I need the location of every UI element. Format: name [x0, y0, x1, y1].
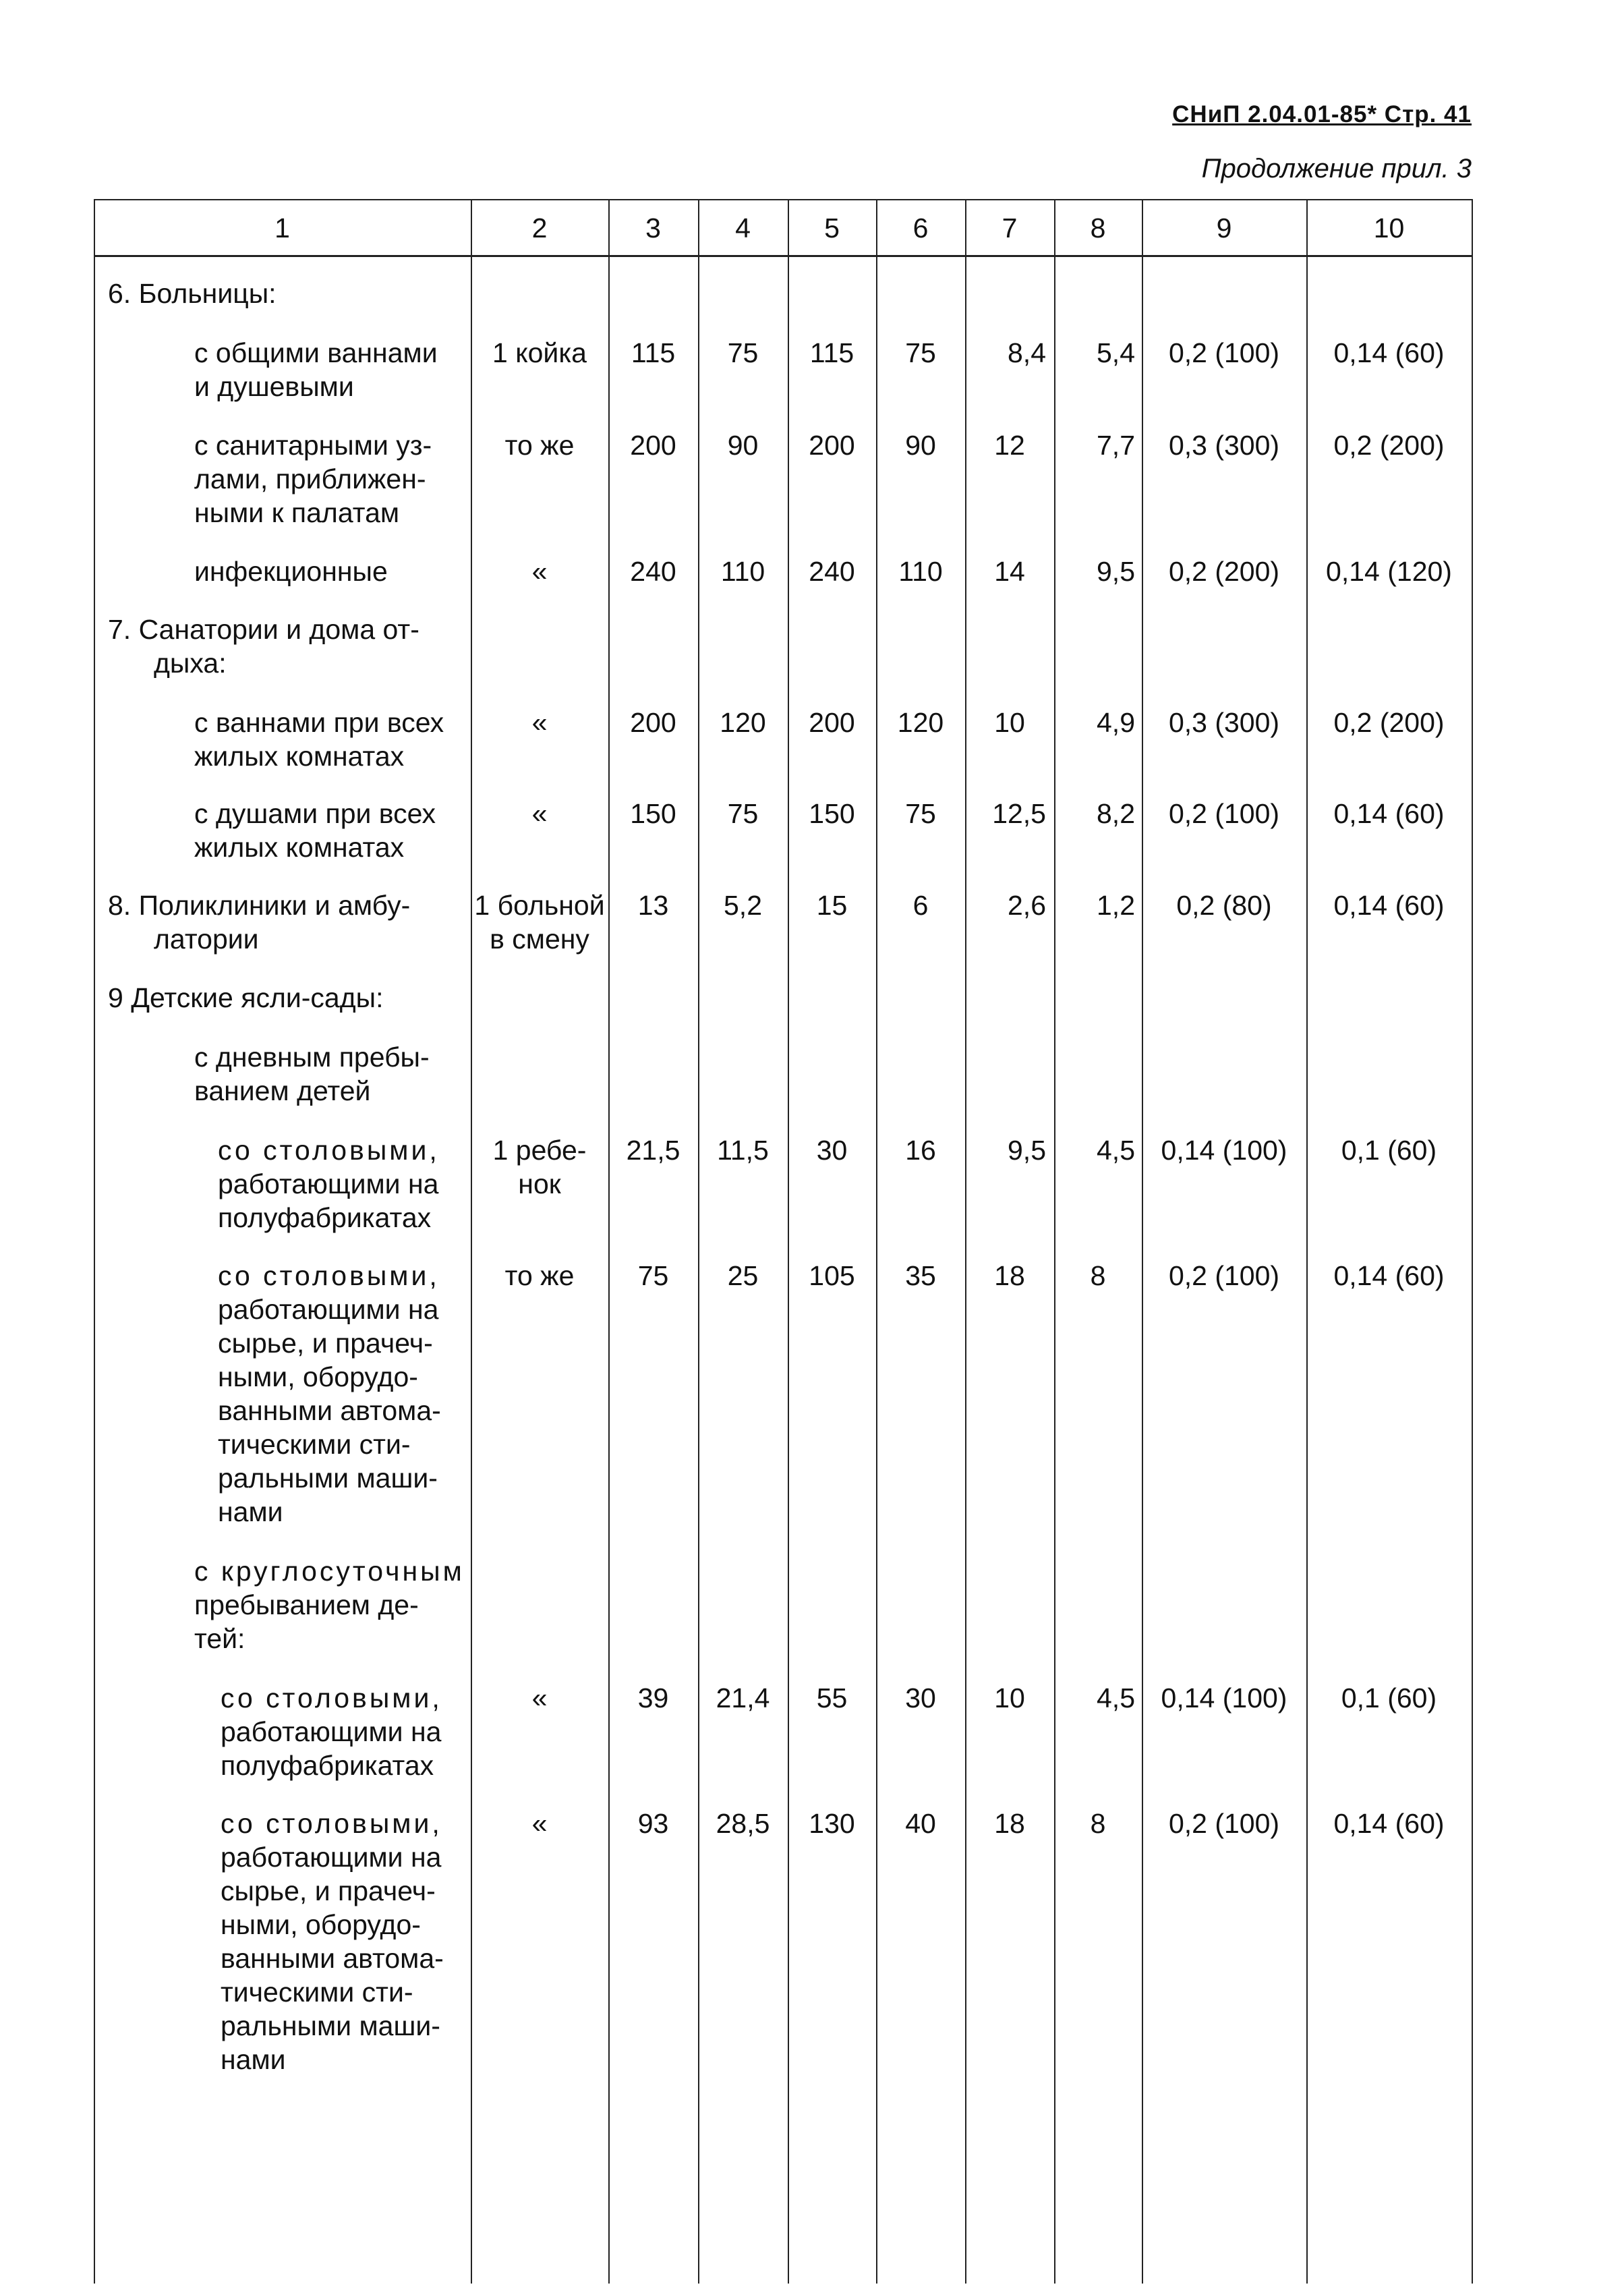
value-cell: 0,3 (300) — [1168, 707, 1280, 738]
value-cell: 93 — [637, 1808, 669, 1839]
subsection-heading: тей: — [194, 1623, 245, 1654]
value-cell: 0,2 (80) — [1176, 890, 1272, 921]
value-cell: 9,5 — [1097, 556, 1135, 587]
row-label: тическими сти- — [218, 1429, 411, 1460]
value-cell: 0,14 (60) — [1333, 798, 1445, 829]
row-label: работающими на — [218, 1294, 439, 1325]
row-label: ными, оборудо- — [221, 1909, 421, 1940]
row-label: сырье, и прачеч- — [221, 1875, 436, 1906]
row-label: жилых комнатах — [194, 741, 405, 772]
value-cell: 8 — [1090, 1808, 1106, 1839]
value-cell: 240 — [630, 556, 676, 587]
unit-cell: 1 больной — [474, 890, 605, 921]
value-cell: 30 — [905, 1682, 936, 1713]
row-label: работающими на — [218, 1168, 439, 1199]
column-header: 6 — [912, 213, 929, 244]
value-cell: 25 — [727, 1260, 759, 1291]
value-cell: 0,2 (100) — [1168, 1260, 1280, 1291]
row-label: полуфабрикатах — [218, 1202, 432, 1233]
column-rule — [1306, 199, 1308, 2284]
value-cell: 5,4 — [1097, 337, 1135, 368]
row-label: с душами при всех — [194, 798, 436, 829]
value-cell: 90 — [905, 430, 936, 461]
column-header: 4 — [735, 213, 751, 244]
value-cell: 0,1 (60) — [1341, 1135, 1437, 1166]
unit-cell: 1 койка — [492, 337, 587, 368]
value-cell: 120 — [720, 707, 766, 738]
row-label: с общими ваннами — [194, 337, 438, 368]
value-cell: 0,2 (200) — [1333, 707, 1445, 738]
column-rule — [471, 199, 472, 2284]
document-code: СНиП 2.04.01-85* Стр. 41 — [1172, 101, 1472, 128]
value-cell: 200 — [809, 707, 855, 738]
value-cell: 4,5 — [1097, 1135, 1135, 1166]
column-header: 8 — [1090, 213, 1106, 244]
value-cell: 120 — [897, 707, 944, 738]
row-label: 8. Поликлиники и амбу- — [108, 890, 411, 921]
value-cell: 7,7 — [1097, 430, 1135, 461]
row-label: лами, приближен- — [194, 463, 426, 494]
column-rule — [788, 199, 789, 2284]
unit-cell: « — [531, 1808, 548, 1839]
value-cell: 0,2 (200) — [1168, 556, 1280, 587]
value-cell: 75 — [727, 337, 759, 368]
row-label: со столовыми, — [218, 1135, 440, 1166]
value-cell: 130 — [809, 1808, 855, 1839]
value-cell: 28,5 — [716, 1808, 770, 1839]
value-cell: 0,14 (60) — [1333, 337, 1445, 368]
row-label: латории — [154, 924, 259, 955]
value-cell: 13 — [637, 890, 669, 921]
value-cell: 18 — [994, 1260, 1025, 1291]
column-header: 5 — [824, 213, 840, 244]
value-cell: 75 — [727, 798, 759, 829]
row-label: полуфабрикатах — [221, 1750, 434, 1781]
row-label: тическими сти- — [221, 1977, 413, 2008]
unit-cell: « — [531, 1682, 548, 1713]
value-cell: 0,2 (200) — [1333, 430, 1445, 461]
table-top-border — [94, 199, 1472, 200]
row-label: нами — [221, 2044, 286, 2075]
value-cell: 0,14 (60) — [1333, 1260, 1445, 1291]
section-heading: 9 Детские ясли-сады: — [108, 982, 384, 1013]
value-cell: 21,4 — [716, 1682, 770, 1713]
value-cell: 21,5 — [626, 1135, 680, 1166]
column-header: 1 — [274, 213, 290, 244]
value-cell: 0,14 (100) — [1161, 1135, 1287, 1166]
value-cell: 10 — [994, 1682, 1025, 1713]
row-label: ными, оборудо- — [218, 1361, 418, 1392]
value-cell: 150 — [630, 798, 676, 829]
row-label: со столовыми, — [221, 1808, 442, 1839]
value-cell: 40 — [905, 1808, 936, 1839]
value-cell: 0,2 (100) — [1168, 337, 1280, 368]
subsection-heading: с круглосуточным — [194, 1556, 465, 1587]
value-cell: 5,2 — [724, 890, 762, 921]
row-label: ванными автома- — [218, 1395, 441, 1426]
row-label: сырье, и прачеч- — [218, 1328, 433, 1359]
row-label: с санитарными уз- — [194, 430, 432, 461]
value-cell: 8,2 — [1097, 798, 1135, 829]
unit-cell: то же — [504, 1260, 575, 1291]
column-header: 10 — [1373, 213, 1405, 244]
value-cell: 105 — [809, 1260, 855, 1291]
unit-cell: нок — [518, 1168, 561, 1199]
value-cell: 90 — [727, 430, 759, 461]
unit-cell: в смену — [490, 924, 589, 955]
column-rule — [94, 199, 95, 2284]
row-label: ральными маши- — [221, 2010, 440, 2041]
section-heading: дыха: — [154, 648, 227, 679]
column-rule — [1142, 199, 1143, 2284]
value-cell: 9,5 — [1008, 1135, 1046, 1166]
row-label: со столовыми, — [221, 1682, 442, 1713]
column-rule — [1472, 199, 1473, 2284]
row-label: работающими на — [221, 1716, 442, 1747]
value-cell: 18 — [994, 1808, 1025, 1839]
value-cell: 12 — [994, 430, 1025, 461]
row-label: инфекционные — [194, 556, 388, 587]
value-cell: 4,9 — [1097, 707, 1135, 738]
row-label: и душевыми — [194, 371, 354, 402]
value-cell: 15 — [816, 890, 848, 921]
value-cell: 0,2 (100) — [1168, 1808, 1280, 1839]
value-cell: 0,1 (60) — [1341, 1682, 1437, 1713]
unit-cell: то же — [504, 430, 575, 461]
row-label: ральными маши- — [218, 1463, 438, 1494]
value-cell: 75 — [905, 798, 936, 829]
section-heading: 7. Санатории и дома от- — [108, 614, 419, 645]
value-cell: 0,14 (120) — [1326, 556, 1452, 587]
column-header: 7 — [1002, 213, 1018, 244]
value-cell: 16 — [905, 1135, 936, 1166]
column-rule — [876, 199, 877, 2284]
unit-cell: 1 ребе- — [492, 1135, 587, 1166]
continuation-label: Продолжение прил. 3 — [1201, 154, 1472, 183]
value-cell: 30 — [816, 1135, 848, 1166]
value-cell: 39 — [637, 1682, 669, 1713]
unit-cell: « — [531, 798, 548, 829]
value-cell: 35 — [905, 1260, 936, 1291]
subsection-heading: ванием детей — [194, 1075, 371, 1106]
value-cell: 6 — [912, 890, 929, 921]
value-cell: 110 — [720, 556, 765, 587]
value-cell: 200 — [809, 430, 855, 461]
value-cell: 14 — [994, 556, 1025, 587]
value-cell: 55 — [816, 1682, 848, 1713]
value-cell: 2,6 — [1008, 890, 1046, 921]
row-label: жилых комнатах — [194, 832, 405, 863]
value-cell: 4,5 — [1097, 1682, 1135, 1713]
column-rule — [965, 199, 966, 2284]
table-header-divider — [94, 255, 1472, 257]
value-cell: 0,3 (300) — [1168, 430, 1280, 461]
column-rule — [608, 199, 610, 2284]
unit-cell: « — [531, 556, 548, 587]
value-cell: 115 — [631, 337, 676, 368]
value-cell: 150 — [809, 798, 855, 829]
value-cell: 75 — [637, 1260, 669, 1291]
column-header: 3 — [645, 213, 661, 244]
value-cell: 0,14 (60) — [1333, 890, 1445, 921]
value-cell: 240 — [809, 556, 855, 587]
value-cell: 110 — [898, 556, 943, 587]
row-label: ванными автома- — [221, 1943, 444, 1974]
value-cell: 11,5 — [717, 1135, 769, 1166]
column-rule — [1054, 199, 1055, 2284]
value-cell: 8,4 — [1008, 337, 1046, 368]
column-rule — [698, 199, 699, 2284]
value-cell: 75 — [905, 337, 936, 368]
unit-cell: « — [531, 707, 548, 738]
row-label: ными к палатам — [194, 497, 400, 528]
value-cell: 0,2 (100) — [1168, 798, 1280, 829]
row-label: с ваннами при всех — [194, 707, 444, 738]
value-cell: 8 — [1090, 1260, 1106, 1291]
value-cell: 0,14 (60) — [1333, 1808, 1445, 1839]
value-cell: 10 — [994, 707, 1025, 738]
column-header: 2 — [531, 213, 548, 244]
section-heading: 6. Больницы: — [108, 278, 277, 309]
value-cell: 0,14 (100) — [1161, 1682, 1287, 1713]
value-cell: 200 — [630, 707, 676, 738]
row-label: со столовыми, — [218, 1260, 440, 1291]
column-header: 9 — [1216, 213, 1232, 244]
value-cell: 1,2 — [1097, 890, 1135, 921]
value-cell: 12,5 — [992, 798, 1046, 829]
subsection-heading: пребыванием де- — [194, 1589, 419, 1620]
subsection-heading: с дневным пребы- — [194, 1042, 430, 1073]
row-label: нами — [218, 1496, 283, 1527]
row-label: работающими на — [221, 1842, 442, 1873]
value-cell: 200 — [630, 430, 676, 461]
value-cell: 115 — [809, 337, 854, 368]
